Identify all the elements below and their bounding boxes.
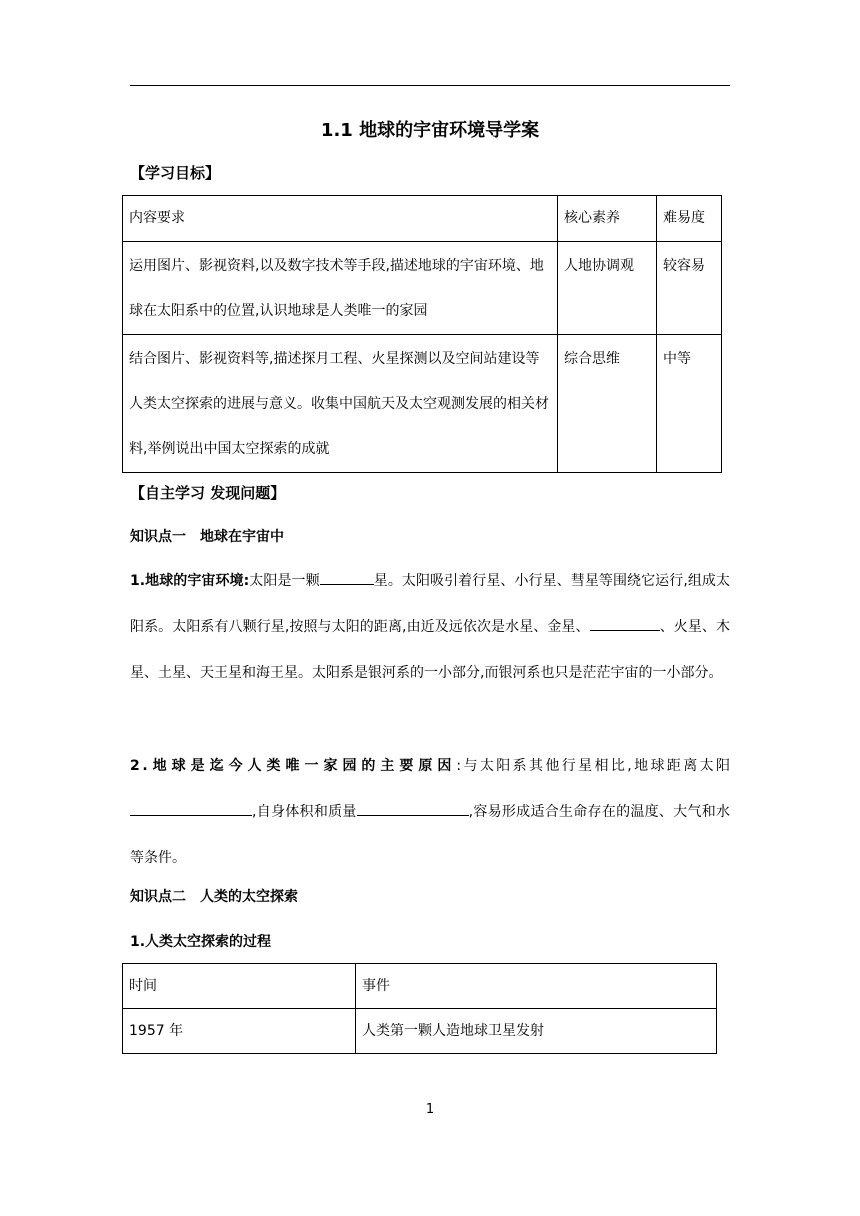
knowledge-point-1: 知识点一 地球在宇宙中	[130, 529, 284, 545]
paragraph-text: 太阳是一颗	[249, 573, 320, 589]
paragraph-cosmic-environment	[130, 558, 730, 696]
goal-literacy: 综合思维	[558, 335, 657, 473]
header-literacy: 核心素养	[558, 196, 657, 242]
paragraph-text: 星。太阳吸引着行星、小行星、彗星等围绕它运行,组成太阳系。太阳系有八颗行星,按照与太阳的距离,由近及远依次是水星、金星、	[130, 573, 730, 635]
paragraph-text: :与太阳系其他行星相比,地球距离太阳	[456, 758, 730, 774]
goal-difficulty: 较容易	[657, 242, 722, 335]
table-row	[123, 242, 722, 335]
fill-blank[interactable]	[357, 801, 469, 816]
knowledge-point-2: 知识点二 人类的太空探索	[130, 889, 298, 905]
header-rule	[130, 85, 730, 86]
space-exploration-table	[122, 963, 717, 1054]
goal-literacy: 人地协调观	[558, 242, 657, 335]
paragraph-label: 2.地球是迄今人类唯一家园的主要原因	[130, 758, 457, 774]
table-header-row	[123, 964, 717, 1009]
goals-table	[122, 195, 722, 473]
page-number: 1	[425, 1102, 435, 1117]
cell-time: 1957 年	[123, 1009, 356, 1054]
section-learning-goals: 【学习目标】	[130, 164, 221, 182]
goal-difficulty: 中等	[657, 335, 722, 473]
paragraph-text: ,容易形成适合生命存在的温度、大气和水等条件。	[130, 804, 731, 866]
paragraph-earth-home	[130, 743, 730, 881]
fill-blank[interactable]	[590, 616, 660, 631]
subsection-exploration-process: 1.人类太空探索的过程	[130, 934, 272, 950]
header-event: 事件	[356, 964, 717, 1009]
table-row	[123, 335, 722, 473]
paragraph-text: 、火星、木星、土星、天王星和海王星。太阳系是银河系的一小部分,而银河系也只是茫茫宇宙的一小部分。	[130, 619, 731, 681]
cell-event: 人类第一颗人造地球卫星发射	[356, 1009, 717, 1054]
paragraph-text: ,自身体积和质量	[252, 804, 357, 820]
header-difficulty: 难易度	[657, 196, 722, 242]
paragraph-label: 1.地球的宇宙环境:	[130, 573, 250, 589]
section-self-study: 【自主学习 发现问题】	[130, 484, 286, 502]
goal-content: 结合图片、影视资料等,描述探月工程、火星探测以及空间站建设等人类太空探索的进展与意义。收集中国航天及太空观测发展的相关材料,举例说出中国太空探索的成就	[123, 335, 558, 473]
goal-content: 运用图片、影视资料,以及数字技术等手段,描述地球的宇宙环境、地球在太阳系中的位置,认识地球是人类唯一的家园	[123, 242, 558, 335]
fill-blank[interactable]	[320, 570, 374, 585]
fill-blank[interactable]	[130, 801, 252, 816]
header-content: 内容要求	[123, 196, 558, 242]
header-time: 时间	[123, 964, 356, 1009]
page-title: 1.1 地球的宇宙环境导学案	[320, 120, 540, 141]
table-row	[123, 1009, 717, 1054]
table-header-row	[123, 196, 722, 242]
